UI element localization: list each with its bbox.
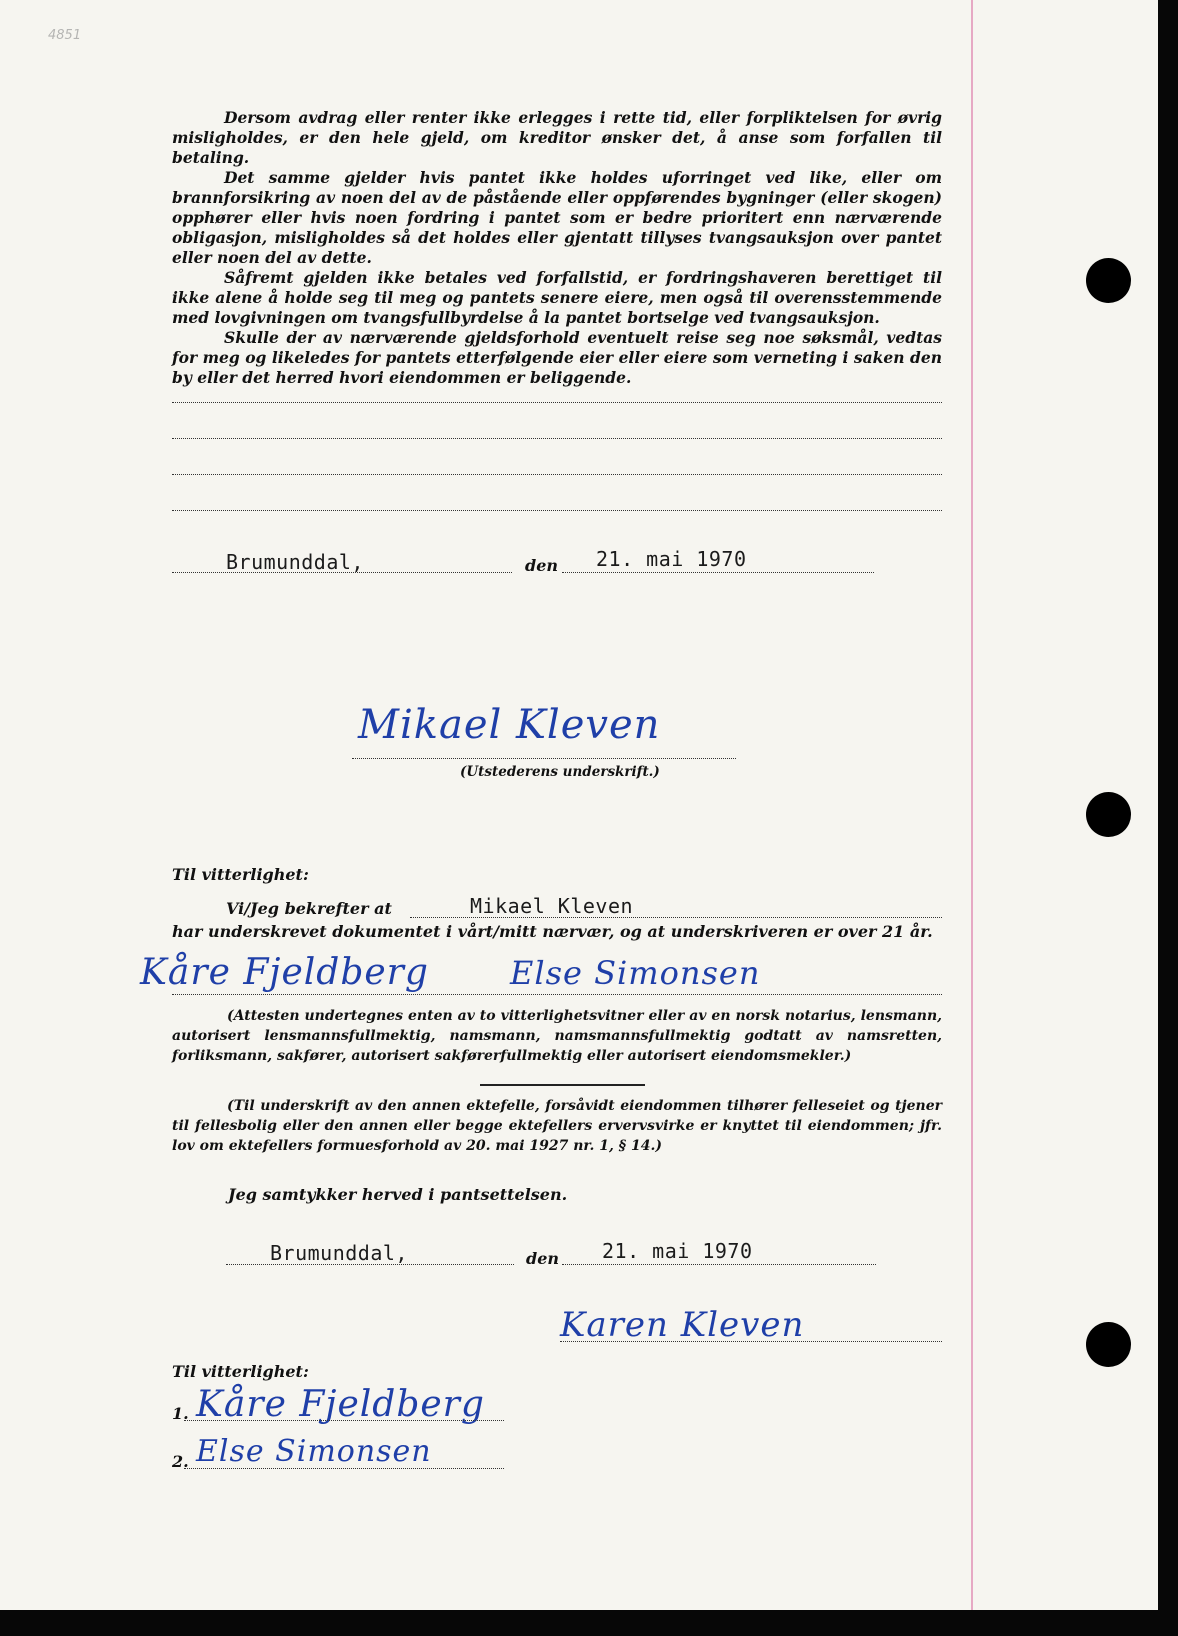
witness-signature-b: Else Simonsen [510, 954, 761, 992]
paragraph-venue: Skulle der av nærværende gjeldsforhold eventuelt reise seg noe søksmål, vedtas for meg og likeledes for pantets etterfølgende eier eller eiere som verneting i saken den by eller det herred hvori eiendommen er beliggende. [172, 328, 942, 387]
paragraph-default: Dersom avdrag eller renter ikke erlegges i rette tid, eller forpliktelsen for øvrig misligholdes, er den hele gjeld, om kreditor ønsker det, å anse som forfallen til betaling. [172, 108, 942, 167]
paragraph-due: Såfremt gjelden ikke betales ved forfallstid, er fordringshaveren berettiget til ikke alene å holde seg til meg og pantets senere eiere, men også til overensstemmende med lovgivningen om tvangsfullbyrdelse å la pantet bortselge ved tvangsauksjon. [172, 268, 942, 327]
separator-rule [480, 1084, 645, 1086]
blank-line-2 [172, 438, 942, 439]
witness-num-1: 1. [172, 1404, 189, 1423]
attest-note [172, 1006, 942, 1066]
issuer-signature: Mikael Kleven [358, 702, 661, 748]
attest-note-text: (Attesten undertegnes enten av to vitterlighetsvitner eller av en norsk notarius, lensmann, autorisert lensmannsfullmektig, namsmann, namsmannsfullmektig godtatt av namsretten, forliksmann, sakfører, autorisert sakførerfullmektig eller autorisert eiendomsmekler.) [172, 1008, 942, 1064]
spouse-signature-line [560, 1341, 942, 1342]
archive-stamp: 4851 [48, 28, 82, 43]
body-text [172, 108, 942, 388]
den-label-1: den [525, 556, 558, 575]
issuer-signature-line [352, 758, 736, 759]
blank-line-3 [172, 474, 942, 475]
consent-text: Jeg samtykker herved i pantsettelsen. [228, 1185, 568, 1204]
place-line-1 [172, 572, 512, 573]
witness-heading-1: Til vitterlighet: [172, 865, 309, 884]
confirm-text: har underskrevet dokumentet i vårt/mitt nærvær, og at underskriveren er over 21 år. [172, 922, 933, 941]
punch-hole-1 [1086, 258, 1131, 303]
spouse-note-text: (Til underskrift av den annen ektefelle, forsåvidt eiendommen tilhører felleseiet og tjener til fellesbolig eller den annen eller begge ektefellers ervervsvirke er knyttet til eiendommen; jfr. lov om ektefellers formuesforhold av 20. mai 1927 nr. 1, § 14.) [172, 1098, 942, 1154]
date-1: 21. mai 1970 [596, 547, 747, 571]
punch-hole-2 [1086, 792, 1131, 837]
paragraph-insurance: Det samme gjelder hvis pantet ikke holdes uforringet ved like, eller om brannforsikring av noen del av de påstående eller oppførendes bygninger (eller skogen) opphører eller hvis noen fordring i pantet som er bedre prioritert enn nærværende obligasjon, misligholdes så det holdes eller gjentatt tillyses tvangsauksjon over pantet eller noen del av dette. [172, 168, 942, 267]
spouse-signature: Karen Kleven [560, 1305, 805, 1345]
place-2: Brumunddal, [270, 1241, 408, 1265]
date-line-2 [562, 1264, 876, 1265]
punch-hole-3 [1086, 1322, 1131, 1367]
witness-signature-line [172, 994, 942, 995]
den-label-2: den [526, 1249, 559, 1268]
date-2: 21. mai 1970 [602, 1239, 753, 1263]
confirm-name-line [410, 917, 942, 918]
issuer-caption: (Utstederens underskrift.) [460, 764, 660, 780]
blank-line-1 [172, 402, 942, 403]
witness-num-2: 2. [172, 1452, 189, 1471]
place-1: Brumunddal, [226, 550, 364, 574]
place-line-2 [226, 1264, 514, 1265]
witness-2-signature-1: Kåre Fjeldberg [196, 1384, 485, 1425]
witness-2-line-1 [184, 1420, 504, 1421]
witness-heading-2: Til vitterlighet: [172, 1362, 309, 1381]
date-line-1 [562, 572, 874, 573]
spouse-note [172, 1096, 942, 1156]
confirm-name: Mikael Kleven [470, 894, 634, 918]
confirm-label: Vi/Jeg bekrefter at [226, 899, 392, 918]
blank-line-4 [172, 510, 942, 511]
margin-line [971, 0, 973, 1610]
witness-2-signature-2: Else Simonsen [196, 1434, 432, 1469]
witness-2-line-2 [184, 1468, 504, 1469]
witness-signature-a: Kåre Fjeldberg [140, 952, 429, 993]
